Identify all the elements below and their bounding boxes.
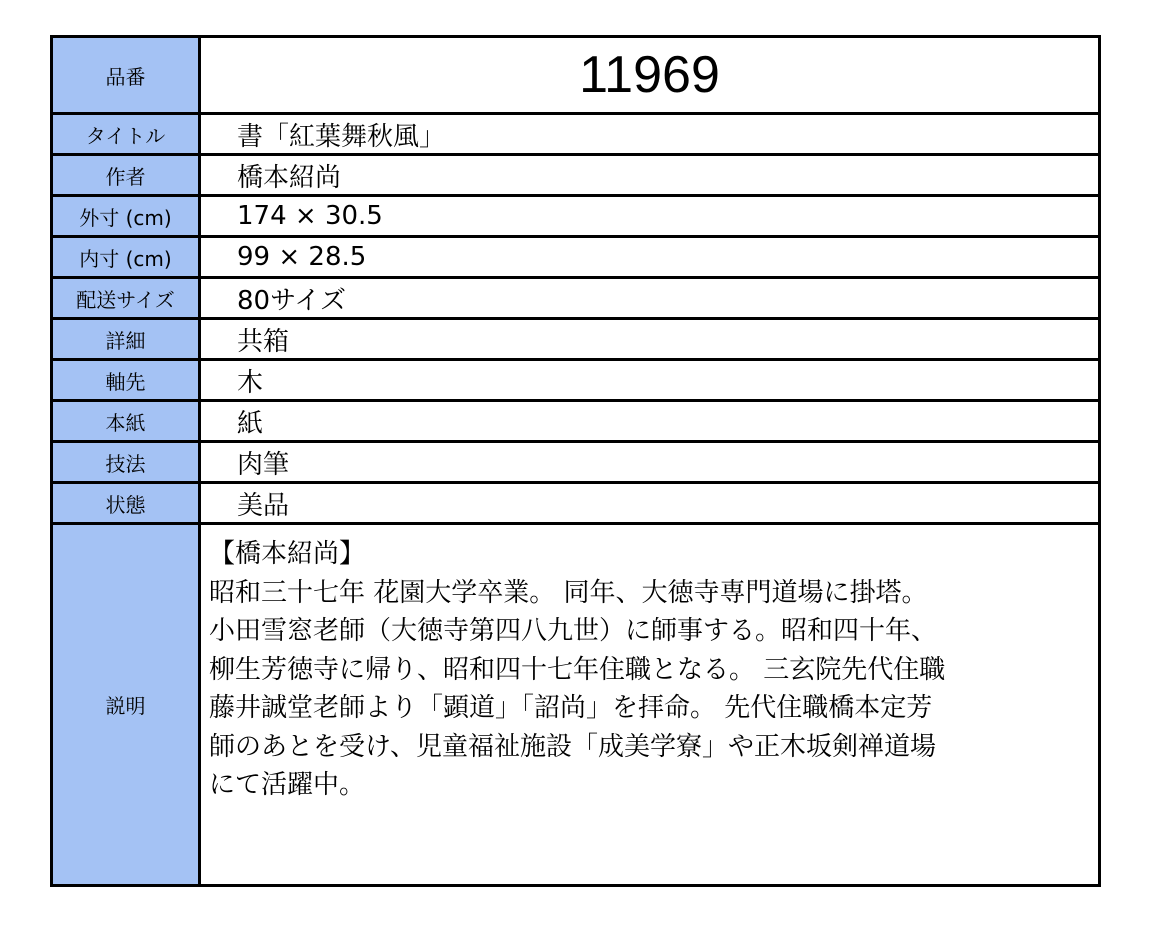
label-roller-end: 軸先 (52, 360, 200, 401)
label-material: 本紙 (52, 401, 200, 442)
row-artist (52, 155, 1100, 196)
description-line: 柳生芳徳寺に帰り、昭和四十七年住職となる。 三玄院先代住職 (209, 654, 946, 685)
description-line: 小田雪窓老師（大徳寺第四八九世）に師事する。昭和四十年、 (209, 616, 938, 646)
label-condition: 状態 (52, 483, 200, 524)
value-outer-size: 174 × 30.5 (200, 196, 1100, 237)
row-technique (52, 442, 1100, 483)
description-line: 【橋本紹尚】 (209, 539, 366, 569)
value-condition: 美品 (200, 483, 1100, 524)
value-artist: 橋本紹尚 (200, 155, 1100, 196)
label-item-number: 品番 (52, 37, 200, 114)
description-line: 昭和三十七年 花園大学卒業。 同年、大徳寺専門道場に掛塔。 (209, 577, 928, 608)
row-outer-size (52, 196, 1100, 237)
label-artist: 作者 (52, 155, 200, 196)
row-condition (52, 483, 1100, 524)
row-details (52, 319, 1100, 360)
description-line: にて活躍中。 (209, 770, 366, 800)
row-title (52, 114, 1100, 155)
row-item-number (52, 37, 1100, 114)
row-material (52, 401, 1100, 442)
value-title: 書「紅葉舞秋風」 (200, 114, 1100, 155)
label-details: 詳細 (52, 319, 200, 360)
row-description (52, 524, 1100, 886)
label-technique: 技法 (52, 442, 200, 483)
value-details: 共箱 (200, 319, 1100, 360)
value-technique: 肉筆 (200, 442, 1100, 483)
label-inner-size: 内寸 (cm) (52, 237, 200, 278)
label-description: 説明 (52, 524, 200, 886)
row-shipping-size (52, 278, 1100, 319)
value-item-number: 11969 (200, 37, 1100, 114)
value-description (200, 524, 1100, 886)
description-line: 藤井誠堂老師より「顕道」「詔尚」を拝命。 先代住職橋本定芳 (209, 693, 933, 723)
value-inner-size: 99 × 28.5 (200, 237, 1100, 278)
product-spec-table (50, 35, 1101, 887)
label-title: タイトル (52, 114, 200, 155)
label-shipping-size: 配送サイズ (52, 278, 200, 319)
description-line: 師のあとを受け、児童福祉施設「成美学寮」や正木坂剣禅道場 (209, 731, 936, 762)
value-shipping-size: 80サイズ (200, 278, 1100, 319)
row-inner-size (52, 237, 1100, 278)
row-roller-end (52, 360, 1100, 401)
label-outer-size: 外寸 (cm) (52, 196, 200, 237)
value-material: 紙 (200, 401, 1100, 442)
value-roller-end: 木 (200, 360, 1100, 401)
